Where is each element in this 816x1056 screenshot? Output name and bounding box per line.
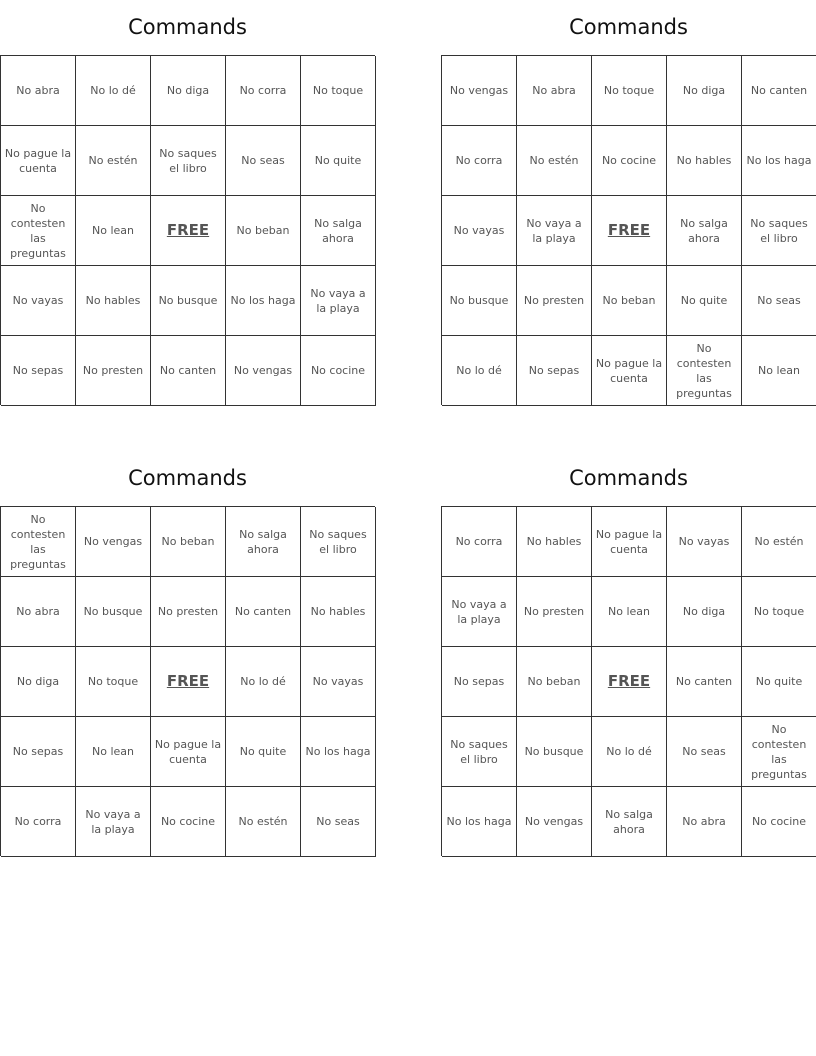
bingo-cell: No cocine: [742, 787, 816, 857]
bingo-cell: No hables: [667, 126, 742, 196]
bingo-cell: No vengas: [76, 507, 151, 577]
bingo-cell: No saques el libro: [301, 507, 376, 577]
bingo-cell: No pague la cuenta: [1, 126, 76, 196]
card-title: Commands: [569, 466, 688, 490]
bingo-cell: No corra: [1, 787, 76, 857]
bingo-grid: [441, 506, 816, 856]
bingo-cell: No salga ahora: [592, 787, 667, 857]
free-space-cell: FREE: [592, 196, 667, 266]
bingo-cell: No vayas: [1, 266, 76, 336]
bingo-cell: No seas: [667, 717, 742, 787]
bingo-cell: No contesten las preguntas: [1, 507, 76, 577]
bingo-cell: No vengas: [517, 787, 592, 857]
bingo-cell: No toque: [76, 647, 151, 717]
bingo-cell: No quite: [742, 647, 816, 717]
bingo-cell: No busque: [517, 717, 592, 787]
bingo-cell: No los haga: [442, 787, 517, 857]
free-space-cell: FREE: [592, 647, 667, 717]
bingo-cell: No los haga: [742, 126, 816, 196]
bingo-card-1: [0, 0, 375, 405]
bingo-cell: No vengas: [442, 56, 517, 126]
bingo-cell: No lo dé: [592, 717, 667, 787]
bingo-cell: No lean: [592, 577, 667, 647]
bingo-cell: No los haga: [301, 717, 376, 787]
card-title: Commands: [569, 15, 688, 39]
bingo-cell: No vengas: [226, 336, 301, 406]
card-title: Commands: [128, 466, 247, 490]
bingo-cell: No presten: [76, 336, 151, 406]
bingo-cell: No sepas: [442, 647, 517, 717]
bingo-cell: No presten: [151, 577, 226, 647]
bingo-cell: No abra: [667, 787, 742, 857]
bingo-cell: No abra: [517, 56, 592, 126]
bingo-cell: No presten: [517, 266, 592, 336]
free-space-cell: FREE: [151, 647, 226, 717]
bingo-cell: No saques el libro: [151, 126, 226, 196]
bingo-cell: No vaya a la playa: [301, 266, 376, 336]
bingo-cell: No quite: [226, 717, 301, 787]
bingo-cell: No abra: [1, 56, 76, 126]
bingo-cell: No lo dé: [76, 56, 151, 126]
bingo-cell: No pague la cuenta: [592, 336, 667, 406]
bingo-cell: No diga: [667, 56, 742, 126]
bingo-cell: No contesten las preguntas: [1, 196, 76, 266]
free-space-cell: FREE: [151, 196, 226, 266]
bingo-cell: No lean: [742, 336, 816, 406]
bingo-grid: [0, 506, 375, 856]
bingo-card-4: [441, 451, 816, 856]
bingo-cell: No vayas: [667, 507, 742, 577]
bingo-cell: No saques el libro: [442, 717, 517, 787]
bingo-cell: No busque: [151, 266, 226, 336]
card-title: Commands: [128, 15, 247, 39]
bingo-cell: No canten: [151, 336, 226, 406]
bingo-cell: No beban: [151, 507, 226, 577]
bingo-cell: No corra: [226, 56, 301, 126]
bingo-cell: No lean: [76, 717, 151, 787]
bingo-cell: No corra: [442, 126, 517, 196]
bingo-cell: No estén: [76, 126, 151, 196]
bingo-cell: No los haga: [226, 266, 301, 336]
bingo-cell: No contesten las preguntas: [742, 717, 816, 787]
bingo-cell: No lo dé: [442, 336, 517, 406]
bingo-cell: No seas: [301, 787, 376, 857]
bingo-cell: No toque: [742, 577, 816, 647]
bingo-cell: No salga ahora: [226, 507, 301, 577]
bingo-cell: No lean: [76, 196, 151, 266]
bingo-cell: No contesten las preguntas: [667, 336, 742, 406]
bingo-cell: No beban: [592, 266, 667, 336]
bingo-grid: [0, 55, 375, 405]
bingo-cell: No hables: [76, 266, 151, 336]
bingo-cell: No saques el libro: [742, 196, 816, 266]
bingo-cell: No estén: [226, 787, 301, 857]
bingo-cell: No vayas: [442, 196, 517, 266]
bingo-cell: No diga: [1, 647, 76, 717]
bingo-cell: No hables: [517, 507, 592, 577]
bingo-cell: No sepas: [1, 336, 76, 406]
bingo-cell: No toque: [592, 56, 667, 126]
bingo-cell: No busque: [76, 577, 151, 647]
bingo-cell: No canten: [742, 56, 816, 126]
bingo-cell: No busque: [442, 266, 517, 336]
bingo-cell: No sepas: [517, 336, 592, 406]
bingo-cell: No cocine: [151, 787, 226, 857]
bingo-cell: No seas: [226, 126, 301, 196]
bingo-cell: No estén: [517, 126, 592, 196]
bingo-card-3: [0, 451, 375, 856]
bingo-cell: No seas: [742, 266, 816, 336]
bingo-cell: No canten: [667, 647, 742, 717]
bingo-cell: No diga: [667, 577, 742, 647]
bingo-cell: No sepas: [1, 717, 76, 787]
bingo-cell: No pague la cuenta: [151, 717, 226, 787]
bingo-cell: No salga ahora: [667, 196, 742, 266]
bingo-cell: No beban: [226, 196, 301, 266]
bingo-cell: No cocine: [592, 126, 667, 196]
bingo-cell: No vayas: [301, 647, 376, 717]
bingo-cell: No salga ahora: [301, 196, 376, 266]
bingo-cell: No hables: [301, 577, 376, 647]
bingo-cell: No estén: [742, 507, 816, 577]
bingo-cell: No vaya a la playa: [76, 787, 151, 857]
bingo-cell: No quite: [667, 266, 742, 336]
bingo-cell: No diga: [151, 56, 226, 126]
bingo-cell: No presten: [517, 577, 592, 647]
bingo-cell: No vaya a la playa: [517, 196, 592, 266]
bingo-cell: No cocine: [301, 336, 376, 406]
bingo-grid: [441, 55, 816, 405]
bingo-cell: No abra: [1, 577, 76, 647]
bingo-cell: No vaya a la playa: [442, 577, 517, 647]
bingo-cell: No toque: [301, 56, 376, 126]
bingo-card-2: [441, 0, 816, 405]
bingo-cell: No beban: [517, 647, 592, 717]
bingo-cell: No canten: [226, 577, 301, 647]
bingo-cell: No quite: [301, 126, 376, 196]
bingo-cell: No corra: [442, 507, 517, 577]
bingo-cell: No lo dé: [226, 647, 301, 717]
bingo-cell: No pague la cuenta: [592, 507, 667, 577]
